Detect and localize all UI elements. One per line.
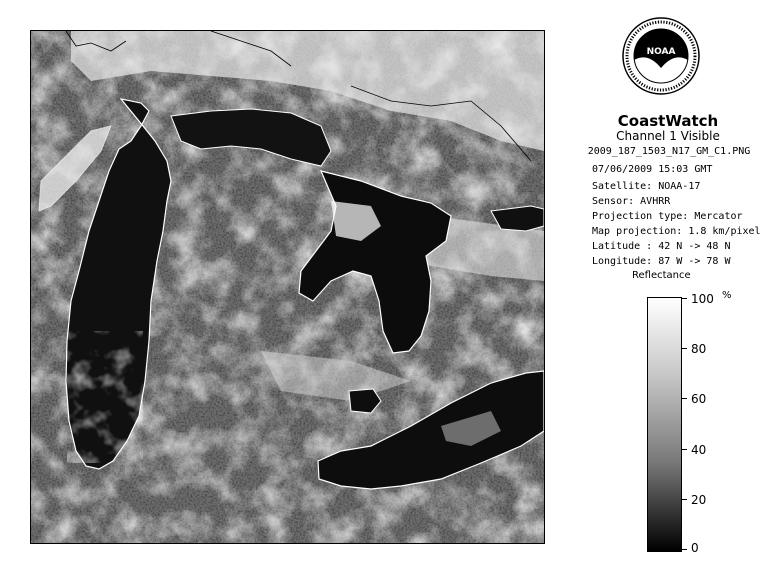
scale-tick (681, 298, 687, 299)
satellite-map (30, 30, 545, 544)
satellite-image-icon (31, 31, 544, 543)
scale-tick (681, 499, 687, 500)
scale-tick (681, 549, 687, 550)
latitude-range: Latitude : 42 N -> 48 N (592, 241, 731, 252)
logo-text: NOAA (646, 47, 676, 57)
longitude-range: Longitude: 87 W -> 78 W (592, 256, 731, 267)
scale-label-80: 80 (691, 342, 707, 356)
scale-tick (681, 449, 687, 450)
date-time: 07/06/2009 15:03 GMT (592, 164, 713, 175)
reflectance-colorbar (647, 297, 682, 552)
scale-tick (681, 398, 687, 399)
sensor: Sensor: AVHRR (592, 196, 671, 207)
scale-label-0: 0 (691, 541, 699, 555)
product-title: Channel 1 Visible (616, 129, 720, 143)
scale-label-60: 60 (691, 392, 707, 406)
scale-tick (681, 348, 687, 349)
noaa-logo-icon (621, 16, 701, 96)
scale-unit: % (722, 290, 732, 301)
satellite: Satellite: NOAA-17 (592, 181, 701, 192)
scale-label-100: 100 (691, 292, 714, 306)
scale-title: Reflectance (632, 270, 691, 281)
scale-label-20: 20 (691, 493, 707, 507)
map-projection: Map projection: 1.8 km/pixel (592, 226, 761, 237)
scale-label-40: 40 (691, 443, 707, 457)
file-name: 2009_187_1503_N17_GM_C1.PNG (587, 146, 751, 157)
projection-type: Projection type: Mercator (592, 211, 743, 222)
brand-title: CoastWatch (617, 112, 719, 130)
